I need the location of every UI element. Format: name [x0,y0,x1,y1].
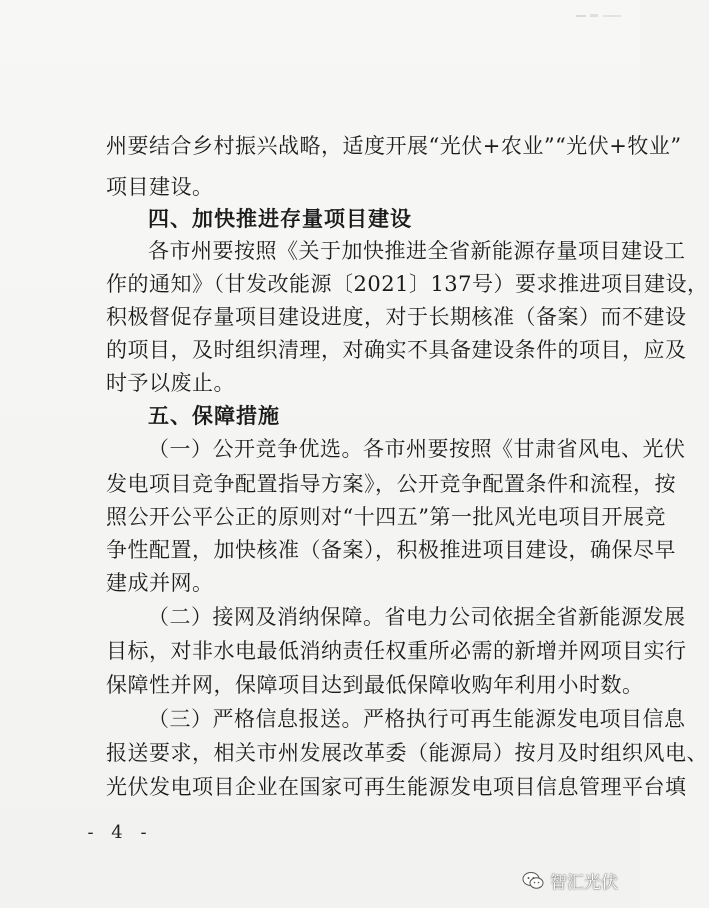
scan-mark-icon [576,12,622,20]
text-line: 的项目，及时组织清理，对确实不具备建设条件的项目，应及 [106,338,687,362]
text-line: 发电项目竞争配置指导方案》，公开竞争配置条件和流程，按 [106,472,676,496]
text-line: 目标，对非水电最低消纳责任权重所必需的新增并网项目实行 [106,639,687,663]
text-line: 争性配置，加快核准（备案），积极推进项目建设，确保尽早 [106,538,676,562]
text-line: 时予以废止。 [106,371,235,395]
text-line: （三）严格信息报送。严格执行可再生能源发电项目信息 [148,707,686,731]
text-line: 各市州要按照《关于加快推进全省新能源存量项目建设工 [148,239,686,263]
page-number: - 4 - [87,822,153,843]
text-line: 项目建设。 [106,175,214,199]
text-line: 光伏发电项目企业在国家可再生能源发电项目信息管理平台填 [106,775,687,799]
text-line: 州要结合乡村振兴战略，适度开展“光伏+农业”“光伏+牧业” [106,134,682,158]
text-line: 保障性并网，保障项目达到最低保障收购年利用小时数。 [106,673,644,697]
section-heading: 四、加快推进存量项目建设 [148,207,412,231]
section-heading: 五、保障措施 [148,404,280,428]
text-line: 照公开公平公正的原则对“十四五”第一批风光电项目开展竞 [106,505,666,529]
wechat-bubble-icon [522,871,544,891]
text-line: （二）接网及消纳保障。省电力公司依据全省新能源发展 [148,605,686,629]
text-line: 积极督促存量项目建设进度，对于长期核准（备案）而不建设 [106,305,687,329]
watermark-text: 智汇光伏 [550,873,618,893]
watermark [522,868,618,893]
text-line: （一）公开竞争优选。各市州要按照《甘肃省风电、光伏 [148,437,686,461]
text-line: 建成并网。 [106,571,214,595]
text-line: 作的通知》（甘发改能源〔2021〕137号）要求推进项目建设， [106,272,709,296]
text-line: 报送要求，相关市州发展改革委（能源局）按月及时组织风电、 [106,741,708,765]
